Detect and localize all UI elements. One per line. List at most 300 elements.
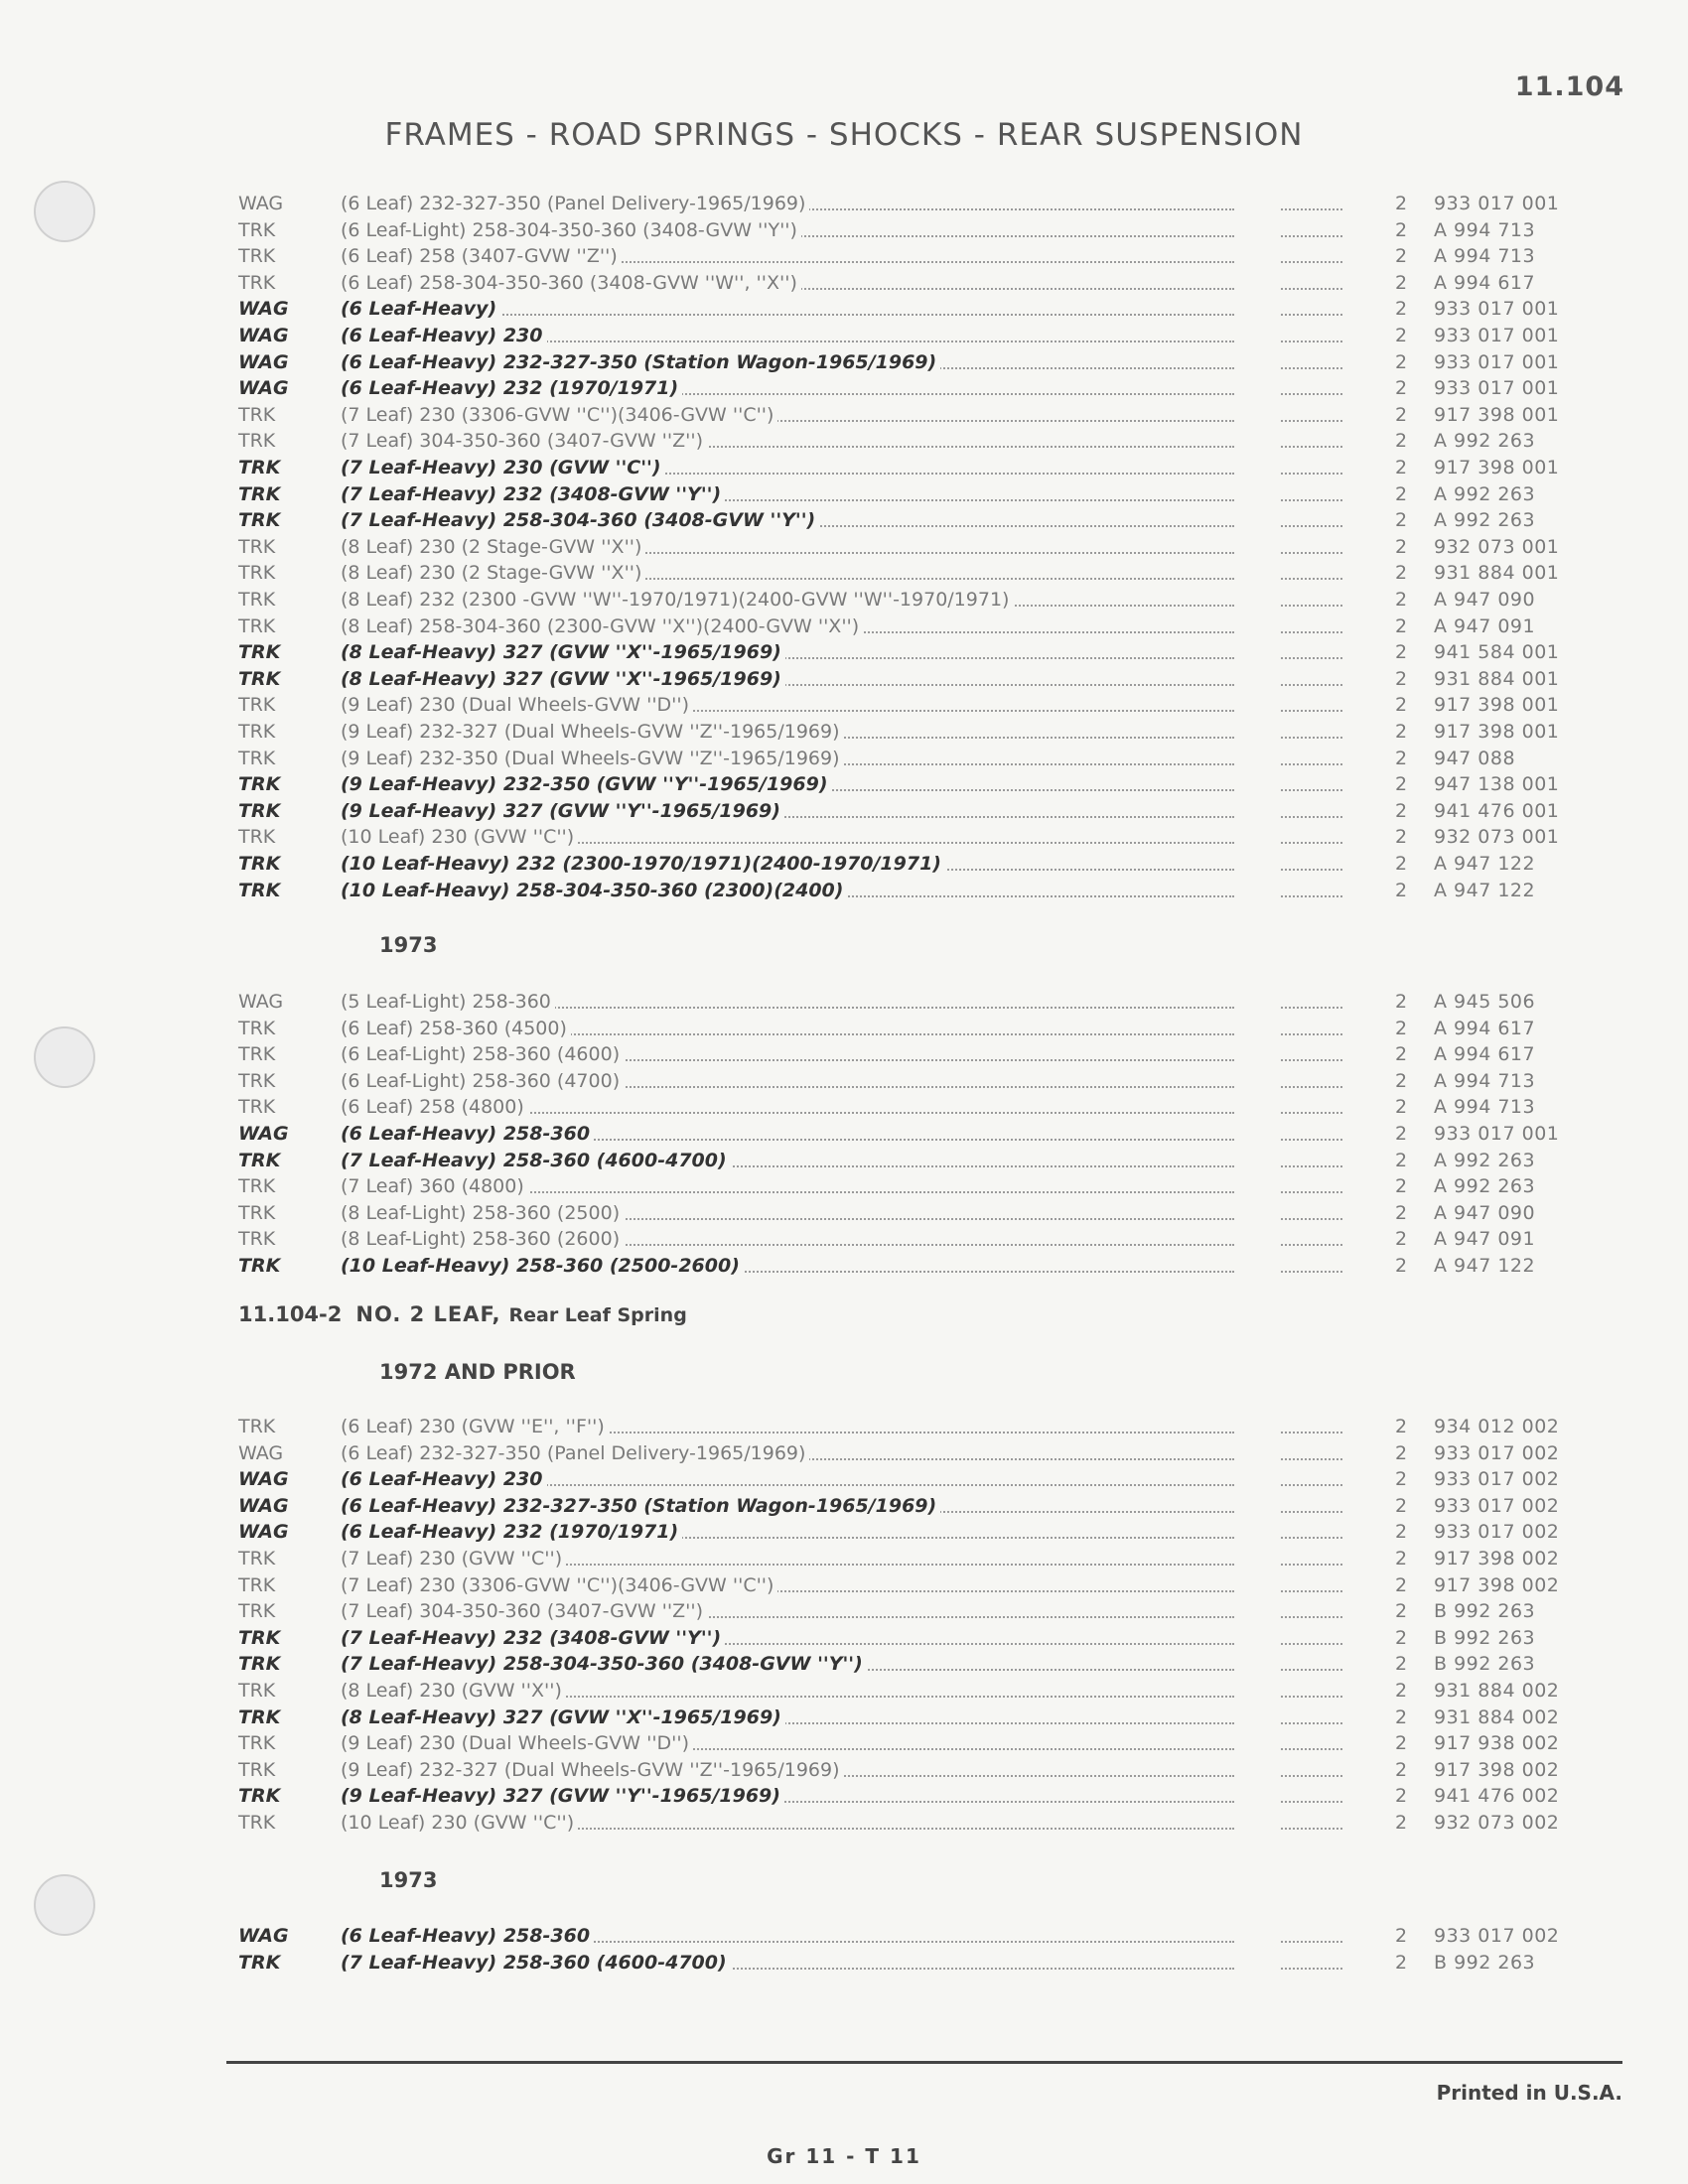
quantity: 2 [1395, 747, 1408, 769]
leader-dots [1281, 525, 1342, 527]
leader-dots [1281, 261, 1342, 263]
quantity: 2 [1395, 218, 1408, 241]
quantity: 2 [1395, 377, 1408, 400]
vehicle-type: TRK [238, 1043, 276, 1066]
part-number: A 994 713 [1434, 245, 1536, 268]
part-number: A 992 263 [1434, 1175, 1536, 1198]
quantity: 2 [1395, 1812, 1408, 1834]
leader-dots [1281, 1432, 1342, 1433]
part-description: (8 Leaf) 230 (GVW ''X'') [341, 1678, 1234, 1704]
leader-dots [1281, 816, 1342, 818]
table-row [0, 1253, 1688, 1279]
part-description: (6 Leaf) 258 (4800) [341, 1094, 1234, 1120]
table-row [0, 989, 1688, 1015]
table-row [0, 1783, 1688, 1809]
part-number: 933 017 002 [1434, 1468, 1560, 1491]
vehicle-type: TRK [238, 826, 276, 849]
part-description: (5 Leaf-Light) 258-360 [341, 989, 1234, 1015]
part-number: 917 398 002 [1434, 1548, 1560, 1570]
quantity: 2 [1395, 1201, 1408, 1224]
vehicle-type: TRK [238, 1573, 276, 1596]
table-row [0, 402, 1688, 428]
table-row [0, 1226, 1688, 1252]
leader-dots [1281, 1941, 1342, 1943]
part-number: 934 012 002 [1434, 1416, 1560, 1437]
leader-dots [1281, 763, 1342, 765]
vehicle-type: TRK [238, 1069, 276, 1092]
leader-dots [1281, 1748, 1342, 1750]
table-row [0, 1440, 1688, 1466]
part-number: 932 073 001 [1434, 535, 1560, 558]
table-row [0, 455, 1688, 480]
table-row [0, 1757, 1688, 1783]
part-number: B 992 263 [1434, 1600, 1536, 1623]
part-description: (7 Leaf) 360 (4800) [341, 1173, 1234, 1199]
part-number: A 992 263 [1434, 482, 1536, 505]
vehicle-type: TRK [238, 1228, 276, 1251]
table-row [0, 1705, 1688, 1730]
part-number: 941 476 001 [1434, 799, 1560, 822]
table-row [0, 349, 1688, 375]
leader-dots [1281, 1564, 1342, 1566]
quantity: 2 [1395, 799, 1408, 822]
leader-dots [1281, 393, 1342, 395]
part-description: (7 Leaf) 230 (GVW ''C'') [341, 1546, 1234, 1571]
leader-dots [1281, 473, 1342, 475]
part-number: 917 398 001 [1434, 694, 1560, 717]
quantity: 2 [1395, 1069, 1408, 1092]
part-description: (9 Leaf-Heavy) 232-350 (GVW ''Y''-1965/1969) [341, 771, 1234, 797]
table-row [0, 534, 1688, 560]
leader-dots [1281, 1007, 1342, 1009]
leader-dots [1281, 1722, 1342, 1724]
part-description: (6 Leaf) 258-360 (4500) [341, 1016, 1234, 1041]
part-number: 931 884 002 [1434, 1706, 1560, 1728]
quantity: 2 [1395, 1706, 1408, 1728]
table-row [0, 296, 1688, 322]
table-row [0, 1678, 1688, 1704]
table-row [0, 1200, 1688, 1226]
part-number: B 992 263 [1434, 1951, 1536, 1974]
table-row [0, 1950, 1688, 1976]
part-number: A 947 122 [1434, 853, 1536, 875]
table-row [0, 1068, 1688, 1094]
quantity: 2 [1395, 1680, 1408, 1702]
part-number: A 994 713 [1434, 1069, 1536, 1092]
table-row [0, 270, 1688, 296]
vehicle-type: TRK [238, 403, 276, 426]
part-number: A 947 091 [1434, 614, 1536, 637]
printed-in-label: Printed in U.S.A. [1436, 2081, 1622, 2105]
table-row [0, 1466, 1688, 1492]
leader-dots [1281, 578, 1342, 580]
quantity: 2 [1395, 193, 1408, 214]
part-description: (6 Leaf-Heavy) 258-360 [341, 1121, 1234, 1147]
quantity: 2 [1395, 325, 1408, 346]
part-description: (8 Leaf-Heavy) 327 (GVW ''X''-1965/1969) [341, 639, 1234, 665]
part-number: 941 476 002 [1434, 1785, 1560, 1808]
part-number: 917 398 001 [1434, 403, 1560, 426]
vehicle-type: WAG [238, 1521, 289, 1544]
part-number: 933 017 002 [1434, 1441, 1560, 1464]
table-row [0, 746, 1688, 771]
part-description: (8 Leaf) 258-304-360 (2300-GVW ''X'')(2400-GVW ''X'') [341, 614, 1234, 639]
vehicle-type: TRK [238, 1732, 276, 1755]
part-description: (9 Leaf-Heavy) 327 (GVW ''Y''-1965/1969) [341, 1783, 1234, 1809]
section-subtitle: Rear Leaf Spring [508, 1304, 687, 1326]
quantity: 2 [1395, 1600, 1408, 1623]
part-number: 933 017 001 [1434, 325, 1560, 346]
vehicle-type: TRK [238, 1149, 281, 1171]
quantity: 2 [1395, 641, 1408, 664]
part-description: (6 Leaf-Heavy) 232-327-350 (Station Wagon-1965/1969) [341, 1493, 1234, 1519]
leader-dots [1281, 869, 1342, 871]
vehicle-type: TRK [238, 773, 281, 796]
part-number: 933 017 001 [1434, 193, 1560, 214]
leader-dots [1281, 208, 1342, 210]
part-number: 931 884 001 [1434, 562, 1560, 585]
part-description: (9 Leaf) 230 (Dual Wheels-GVW ''D'') [341, 692, 1234, 718]
vehicle-type: TRK [238, 667, 281, 690]
quantity: 2 [1395, 826, 1408, 849]
leader-dots [1281, 1458, 1342, 1460]
quantity: 2 [1395, 1785, 1408, 1808]
part-description: (6 Leaf-Heavy) 230 [341, 323, 1234, 348]
part-description: (6 Leaf-Heavy) 232 (1970/1971) [341, 375, 1234, 401]
vehicle-type: TRK [238, 1758, 276, 1781]
table-row [0, 851, 1688, 877]
section-name: NO. 2 LEAF, [355, 1302, 501, 1326]
vehicle-type: TRK [238, 853, 281, 875]
table-row [0, 1572, 1688, 1598]
part-description: (9 Leaf-Heavy) 327 (GVW ''Y''-1965/1969) [341, 798, 1234, 824]
leader-dots [1281, 446, 1342, 448]
vehicle-type: TRK [238, 747, 276, 769]
vehicle-type: TRK [238, 509, 281, 532]
quantity: 2 [1395, 298, 1408, 321]
leader-dots [1281, 1086, 1342, 1088]
part-description: (7 Leaf-Heavy) 258-360 (4600-4700) [341, 1950, 1234, 1976]
quantity: 2 [1395, 879, 1408, 901]
table-row [0, 507, 1688, 533]
table-row [0, 692, 1688, 718]
vehicle-type: WAG [238, 298, 289, 321]
part-description: (7 Leaf-Heavy) 258-304-350-360 (3408-GVW ''Y'') [341, 1651, 1234, 1677]
part-description: (6 Leaf-Heavy) [341, 296, 1234, 322]
part-number: 917 398 002 [1434, 1573, 1560, 1596]
vehicle-type: WAG [238, 350, 289, 373]
part-description: (9 Leaf) 232-350 (Dual Wheels-GVW ''Z''-1965/1969) [341, 746, 1234, 771]
table-row [0, 428, 1688, 454]
part-number: 917 398 001 [1434, 457, 1560, 478]
quantity: 2 [1395, 1653, 1408, 1676]
leader-dots [1281, 1244, 1342, 1246]
table-row [0, 1148, 1688, 1173]
vehicle-type: WAG [238, 1441, 284, 1464]
quantity: 2 [1395, 1416, 1408, 1437]
vehicle-type: TRK [238, 1201, 276, 1224]
part-description: (10 Leaf) 230 (GVW ''C'') [341, 1810, 1234, 1836]
quantity: 2 [1395, 1228, 1408, 1251]
part-number: 932 073 001 [1434, 826, 1560, 849]
quantity: 2 [1395, 694, 1408, 717]
part-description: (9 Leaf) 230 (Dual Wheels-GVW ''D'') [341, 1730, 1234, 1756]
table-row [0, 824, 1688, 850]
part-number: A 994 617 [1434, 271, 1536, 294]
leader-dots [1281, 1059, 1342, 1061]
year-heading: 1973 [379, 933, 438, 957]
quantity: 2 [1395, 482, 1408, 505]
table-row [0, 191, 1688, 216]
part-number: 917 398 002 [1434, 1758, 1560, 1781]
part-number: 917 398 001 [1434, 721, 1560, 743]
quantity: 2 [1395, 350, 1408, 373]
vehicle-type: TRK [238, 218, 276, 241]
part-description: (7 Leaf-Heavy) 232 (3408-GVW ''Y'') [341, 1625, 1234, 1651]
part-number: 941 584 001 [1434, 641, 1560, 664]
leader-dots [1281, 1112, 1342, 1114]
part-number: A 994 617 [1434, 1043, 1536, 1066]
table-row [0, 560, 1688, 586]
part-number: 933 017 002 [1434, 1925, 1560, 1947]
vehicle-type: TRK [238, 482, 281, 505]
part-description: (7 Leaf-Heavy) 230 (GVW ''C'') [341, 455, 1234, 480]
part-number: A 947 090 [1434, 589, 1536, 611]
leader-dots [1281, 1968, 1342, 1970]
part-description: (6 Leaf-Light) 258-304-350-360 (3408-GVW ''Y'') [341, 217, 1234, 243]
leader-dots [1281, 341, 1342, 342]
part-description: (7 Leaf-Heavy) 258-360 (4600-4700) [341, 1148, 1234, 1173]
quantity: 2 [1395, 1149, 1408, 1171]
footer-code: Gr 11 - T 11 [767, 2144, 921, 2168]
vehicle-type: TRK [238, 694, 276, 717]
quantity: 2 [1395, 1175, 1408, 1198]
quantity: 2 [1395, 1123, 1408, 1145]
part-description: (10 Leaf-Heavy) 258-360 (2500-2600) [341, 1253, 1234, 1279]
vehicle-type: WAG [238, 193, 284, 214]
leader-dots [1281, 684, 1342, 686]
quantity: 2 [1395, 271, 1408, 294]
vehicle-type: TRK [238, 1017, 276, 1039]
vehicle-type: TRK [238, 271, 276, 294]
leader-dots [1281, 1828, 1342, 1830]
leader-dots [1281, 1139, 1342, 1141]
vehicle-type: TRK [238, 1096, 276, 1119]
part-number: 931 884 002 [1434, 1680, 1560, 1702]
leader-dots [1281, 1033, 1342, 1035]
part-number: A 992 263 [1434, 1149, 1536, 1171]
quantity: 2 [1395, 667, 1408, 690]
leader-dots [1281, 657, 1342, 659]
table-row [0, 375, 1688, 401]
part-description: (9 Leaf) 232-327 (Dual Wheels-GVW ''Z''-1965/1969) [341, 1757, 1234, 1783]
vehicle-type: TRK [238, 799, 281, 822]
part-number: A 947 122 [1434, 1255, 1536, 1277]
part-number: 933 017 001 [1434, 377, 1560, 400]
quantity: 2 [1395, 245, 1408, 268]
part-number: A 947 091 [1434, 1228, 1536, 1251]
leader-dots [1281, 737, 1342, 739]
leader-dots [1281, 288, 1342, 290]
part-description: (6 Leaf) 258-304-350-360 (3408-GVW ''W'', ''X'') [341, 270, 1234, 296]
leader-dots [1281, 1775, 1342, 1777]
section-heading [238, 1302, 687, 1326]
part-description: (7 Leaf-Heavy) 258-304-360 (3408-GVW ''Y'') [341, 507, 1234, 533]
part-description: (7 Leaf) 304-350-360 (3407-GVW ''Z'') [341, 1598, 1234, 1624]
part-number: A 992 263 [1434, 430, 1536, 453]
part-description: (6 Leaf-Heavy) 258-360 [341, 1923, 1234, 1949]
part-description: (8 Leaf-Light) 258-360 (2500) [341, 1200, 1234, 1226]
part-number: 947 088 [1434, 747, 1516, 769]
table-row [0, 1121, 1688, 1147]
table-row [0, 1546, 1688, 1571]
leader-dots [1281, 420, 1342, 422]
part-description: (8 Leaf-Heavy) 327 (GVW ''X''-1965/1969) [341, 666, 1234, 692]
part-number: 933 017 002 [1434, 1494, 1560, 1517]
table-row [0, 587, 1688, 613]
part-description: (8 Leaf-Heavy) 327 (GVW ''X''-1965/1969) [341, 1705, 1234, 1730]
table-row [0, 1810, 1688, 1836]
vehicle-type: TRK [238, 1951, 281, 1974]
table-row [0, 1493, 1688, 1519]
table-row [0, 1173, 1688, 1199]
quantity: 2 [1395, 1441, 1408, 1464]
vehicle-type: TRK [238, 1653, 281, 1676]
part-description: (6 Leaf-Heavy) 230 [341, 1466, 1234, 1492]
quantity: 2 [1395, 509, 1408, 532]
vehicle-type: TRK [238, 1600, 276, 1623]
part-number: 917 938 002 [1434, 1732, 1560, 1755]
part-number: A 945 506 [1434, 991, 1536, 1013]
section-code: 11.104-2 [238, 1302, 343, 1326]
quantity: 2 [1395, 535, 1408, 558]
leader-dots [1281, 842, 1342, 844]
quantity: 2 [1395, 614, 1408, 637]
leader-dots [1281, 1511, 1342, 1513]
quantity: 2 [1395, 589, 1408, 611]
part-description: (6 Leaf) 232-327-350 (Panel Delivery-1965/1969) [341, 1440, 1234, 1466]
vehicle-type: TRK [238, 245, 276, 268]
quantity: 2 [1395, 1521, 1408, 1544]
part-description: (6 Leaf-Light) 258-360 (4600) [341, 1041, 1234, 1067]
vehicle-type: TRK [238, 1706, 281, 1728]
table-row [0, 1625, 1688, 1651]
table-row [0, 1730, 1688, 1756]
vehicle-type: TRK [238, 721, 276, 743]
part-description: (7 Leaf-Heavy) 232 (3408-GVW ''Y'') [341, 481, 1234, 507]
part-number: B 992 263 [1434, 1653, 1536, 1676]
leader-dots [1281, 1191, 1342, 1193]
quantity: 2 [1395, 1548, 1408, 1570]
part-description: (7 Leaf) 304-350-360 (3407-GVW ''Z'') [341, 428, 1234, 454]
leader-dots [1281, 314, 1342, 316]
vehicle-type: TRK [238, 1626, 281, 1649]
table-row [0, 1923, 1688, 1949]
part-description: (6 Leaf-Heavy) 232 (1970/1971) [341, 1519, 1234, 1545]
vehicle-type: WAG [238, 1494, 289, 1517]
vehicle-type: WAG [238, 325, 289, 346]
table-row [0, 217, 1688, 243]
leader-dots [1281, 631, 1342, 633]
part-description: (10 Leaf-Heavy) 232 (2300-1970/1971)(2400-1970/1971) [341, 851, 1234, 877]
table-row [0, 1598, 1688, 1624]
vehicle-type: WAG [238, 1123, 289, 1145]
part-number: A 994 617 [1434, 1017, 1536, 1039]
quantity: 2 [1395, 1017, 1408, 1039]
part-number: A 992 263 [1434, 509, 1536, 532]
leader-dots [1281, 1484, 1342, 1486]
table-row [0, 323, 1688, 348]
quantity: 2 [1395, 457, 1408, 478]
leader-dots [1281, 710, 1342, 712]
table-row [0, 1016, 1688, 1041]
part-description: (9 Leaf) 232-327 (Dual Wheels-GVW ''Z''-1965/1969) [341, 719, 1234, 745]
quantity: 2 [1395, 1951, 1408, 1974]
vehicle-type: WAG [238, 991, 284, 1013]
table-row [0, 481, 1688, 507]
vehicle-type: TRK [238, 589, 276, 611]
table-row [0, 639, 1688, 665]
quantity: 2 [1395, 773, 1408, 796]
table-row [0, 719, 1688, 745]
part-number: A 994 713 [1434, 218, 1536, 241]
table-row [0, 1651, 1688, 1677]
table-row [0, 878, 1688, 903]
year-heading: 1973 [379, 1868, 438, 1892]
part-description: (8 Leaf) 230 (2 Stage-GVW ''X'') [341, 560, 1234, 586]
quantity: 2 [1395, 562, 1408, 585]
vehicle-type: TRK [238, 1680, 276, 1702]
part-description: (6 Leaf) 232-327-350 (Panel Delivery-1965/1969) [341, 191, 1234, 216]
quantity: 2 [1395, 853, 1408, 875]
quantity: 2 [1395, 1758, 1408, 1781]
leader-dots [1281, 1218, 1342, 1220]
leader-dots [1281, 789, 1342, 791]
part-description: (6 Leaf-Light) 258-360 (4700) [341, 1068, 1234, 1094]
leader-dots [1281, 1801, 1342, 1803]
vehicle-type: TRK [238, 457, 281, 478]
vehicle-type: TRK [238, 1416, 276, 1437]
quantity: 2 [1395, 1468, 1408, 1491]
leader-dots [1281, 367, 1342, 369]
quantity: 2 [1395, 1255, 1408, 1277]
quantity: 2 [1395, 403, 1408, 426]
vehicle-type: TRK [238, 614, 276, 637]
table-row [0, 1094, 1688, 1120]
table-row [0, 666, 1688, 692]
table-row [0, 1041, 1688, 1067]
table-row [0, 1414, 1688, 1439]
part-number: 947 138 001 [1434, 773, 1560, 796]
table-row [0, 1519, 1688, 1545]
part-number: 933 017 001 [1434, 1123, 1560, 1145]
quantity: 2 [1395, 721, 1408, 743]
part-number: A 994 713 [1434, 1096, 1536, 1119]
vehicle-type: TRK [238, 1785, 281, 1808]
quantity: 2 [1395, 991, 1408, 1013]
vehicle-type: TRK [238, 430, 276, 453]
leader-dots [1281, 499, 1342, 501]
quantity: 2 [1395, 1494, 1408, 1517]
part-description: (10 Leaf-Heavy) 258-304-350-360 (2300)(2400) [341, 878, 1234, 903]
leader-dots [1281, 605, 1342, 607]
table-row [0, 798, 1688, 824]
leader-dots [1281, 1165, 1342, 1167]
vehicle-type: TRK [238, 562, 276, 585]
leader-dots [1281, 1643, 1342, 1645]
part-description: (6 Leaf) 230 (GVW ''E'', ''F'') [341, 1414, 1234, 1439]
part-number: 933 017 002 [1434, 1521, 1560, 1544]
